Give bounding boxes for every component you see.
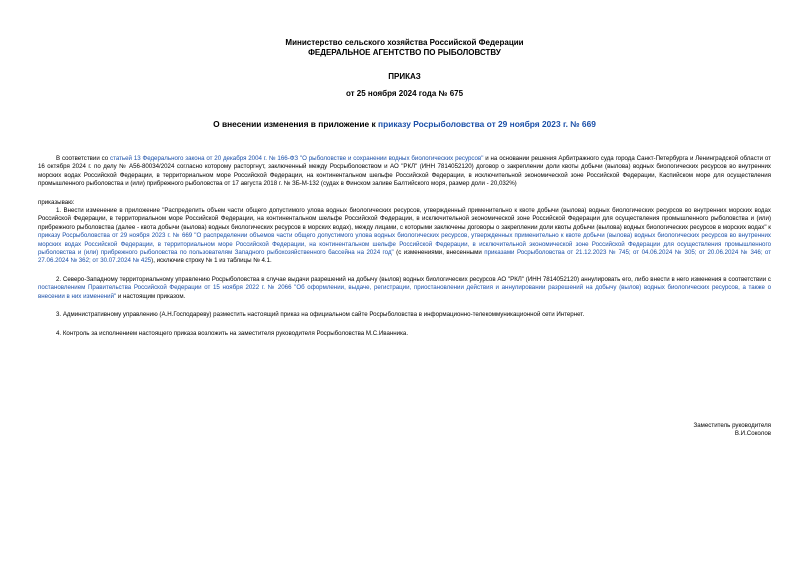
item-1-text-1: 1. Внести изменение в приложение "Распределить объем части общего допустимого улова водных биологических ресурсов, утвержденный применительно к квоте добычи (вылова) водных биологических ресурсов во внутренних морских водах Российской Федерации, в территориальном море Российской Федерации, на континентальном шельфе Российской Федерации, в исключительной экономической зоне Российской Федерации для осуществления промышленного рыболовства и (или) прибрежного рыболовства (далее - квота добычи (вылова) водных биологических ресурсов в морских водах), между лицами, с которыми заключены договоры о закреплении доли квоты добычи (вылова) водных биологических ресурсов в морских водах" к: [38, 207, 771, 231]
item-2-text-1: 2. Северо-Западному территориальному управлению Росрыболовства в случае выдачи разрешений на добычу (вылов) водных биологических ресурсов АО "РКЛ" (ИНН 7814052120) аннулировать его, либо внести в него изменения в соответствии с: [56, 275, 771, 283]
order-669-link[interactable]: приказу Росрыболовства от 29 ноября 2023 г. № 669 "О распределении объемов части общего допустимого улова водных биологических ресурсов, утвержденных применительно к квоте добычи (вылова) водных биологических ресурсов во внутренних морских водах Российской Федерации, в территориальном море Российской Федерации, на континентальном шельфе Российской Федерации, в исключительной экономической зоне Российской Федерации для осуществления промышленного рыболовства и (или) прибрежного рыболовства по пользователям Западного рыбохозяйственного бассейна на 2024 год": [38, 232, 771, 257]
government-decree-link[interactable]: постановлением Правительства Российской Федерации от 15 ноября 2022 г. № 2066 "Об оформлении, выдаче, регистрации, приостановлении действия и аннулировании разрешений на добычу (вылов) водных биологических ресурсов, а также о внесении в них изменений": [38, 284, 771, 300]
title-link[interactable]: приказу Росрыболовства от 29 ноября 2023 г. № 669: [378, 119, 596, 129]
signature-position: Заместитель руководителя: [693, 422, 771, 429]
item-2-paragraph: [38, 276, 771, 301]
amendment-orders-link[interactable]: приказами Росрыболовства от 21.12.2023 № 745; от 04.06.2024 № 305; от 20.06.2024 № 346; от 27.06.2024 № 362; от 30.07.2024 № 425: [38, 249, 771, 265]
item-1-text-2: (с изменениями, внесенными: [393, 249, 485, 257]
preamble-text-1: В соответствии со: [56, 155, 111, 162]
ministry-name: Министерство сельского хозяйства Российской Федерации: [285, 38, 524, 47]
item-2-text-2: и настоящим приказом.: [116, 292, 186, 300]
document-body: [38, 155, 771, 338]
document-date-number: от 25 ноября 2024 года № 675: [345, 89, 464, 98]
item-1-text-3: ), исключив строку № 1 из таблицы № 4.1.: [151, 257, 272, 265]
item-3-paragraph: 3. Административному управлению (А.Н.Господареву) разместить настоящий приказ на официальном сайте Росрыболовства в информационно-телекоммуникационной сети Интернет.: [56, 311, 585, 319]
preamble-paragraph: [38, 155, 771, 189]
item-1-paragraph: [38, 207, 771, 266]
signature-block: [694, 422, 771, 439]
document-title: [38, 119, 771, 129]
document-type: ПРИКАЗ: [388, 72, 421, 81]
agency-name: ФЕДЕРАЛЬНОЕ АГЕНТСТВО ПО РЫБОЛОВСТВУ: [308, 48, 501, 57]
law-link[interactable]: статьей 13 Федерального закона от 20 декабря 2004 г. № 166-ФЗ "О рыболовстве и сохранении водных биологических ресурсов": [110, 155, 484, 162]
document-page: [38, 38, 771, 438]
signature-name: В.И.Соколов: [734, 430, 771, 438]
title-text: О внесении изменения в приложение к: [213, 119, 379, 129]
orders-word: приказываю:: [38, 198, 75, 206]
preamble-text-2: и на основании решения Арбитражного суда города Санкт-Петербурга и Ленинградской области от 16 октября 2024 г. по делу № А56-80034/2024 согласно которому расторгнут, заключенный между Росрыболовством и АО "РКЛ" (ИНН 7814052120) договор о закреплении доли квоты добычи (вылова) водных биологических ресурсов во внутренних морских водах Российской Федерации, в территориальном море Российской Федерации, на континентальном шельфе Российской Федерации, в исключительной экономической зоне Российской Федерации, Каспийском море для осуществления промышленного рыболовства и (или) прибрежного рыболовства от 17 августа 2018 г. № ЗБ-М-132 (судах в Финском заливе Балтийского моря, размер доли - 20,032%): [38, 155, 771, 188]
item-4-paragraph: 4. Контроль за исполнением настоящего приказа возложить на заместителя руководителя Росрыболовства М.С.Иванника.: [56, 329, 409, 337]
